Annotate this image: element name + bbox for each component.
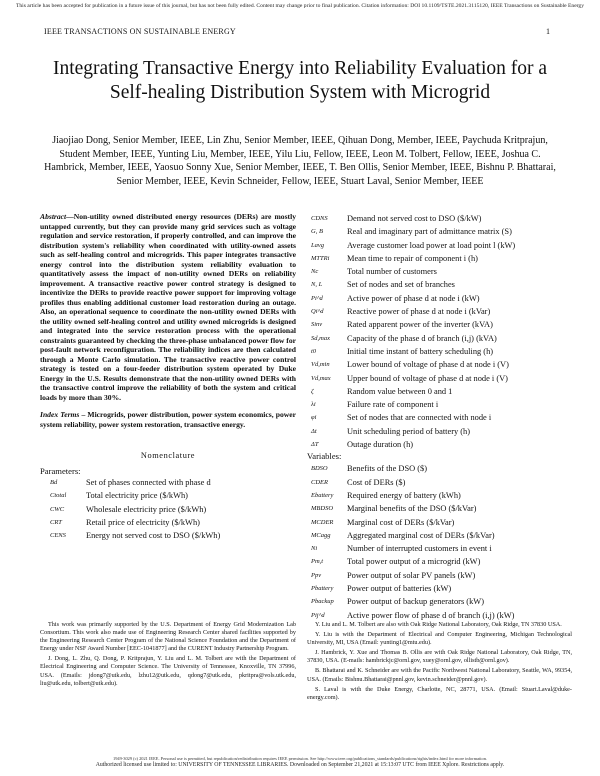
nomenclature-row [311,265,515,278]
nomenclature-symbol: Pm,t [311,558,324,566]
abstract-text: —Non-utility owned distributed energy resources (DERs) are mostly untapped currently, but they can provide many grid services such as voltage regulation and service restoration, if properly controlled, and can improve the distribution system's reliability when coordinated with utility-owned assets such as self-healing control and microgrids. This paper integrates transactive energy control into the distribution system reliability evaluation to quantitatively assess the impact of non-utility owned DERs on reliability improvement. A transactive reactive power control strategy is designed to incentivize the DERs to provide reactive power support for improving voltage profiles thus enabling additional customer load restoration during an outage. Also, an operational sequence to coordinate the non-utility owned DERs with the utility owned self-healing control and utility owned microgrids is designed and integrated into the service restoration process with the operational constraints guaranteed by checking the three-phase unbalanced power flow for post-fault network reconfiguration. The reliability indices are then calculated through a Monte Carlo simulation. The transactive reactive power control strategy is tested on a four-feeder distribution system operated by Duke Energy in the U.S. Results demonstrate that the non-utility owned DERs with the transactive control improve the reliability of both the system and critical loads by more than 30%. [40,212,296,402]
left-parameter-table [50,476,220,542]
nomenclature-row [311,345,515,358]
nomenclature-symbol: CENS [50,532,66,540]
nomenclature-description: Unit scheduling period of battery (h) [347,426,471,436]
page-number: 1 [546,27,550,36]
nomenclature-row [311,305,515,318]
nomenclature-description: Power output of backup generators (kW) [347,597,484,607]
nomenclature-description: Marginal benefits of the DSO ($/kVar) [347,504,477,514]
nomenclature-row [311,438,515,451]
index-terms [40,410,296,429]
nomenclature-description: Required energy of battery (kWh) [347,490,461,500]
nomenclature-symbol: Vd,max [311,374,331,382]
nomenclature-row [311,582,514,595]
nomenclature-symbol: Sinv [311,321,323,329]
nomenclature-symbol: CDNS [311,215,328,222]
nomenclature-row [311,358,515,371]
nomenclature-symbol: Δt [311,427,317,435]
nomenclature-symbol: ζ [311,387,314,395]
nomenclature-symbol: Sd,max [311,334,330,342]
parameters-heading: Parameters: [40,466,81,476]
nomenclature-symbol: G, B [311,228,323,236]
nomenclature-row [311,542,514,555]
nomenclature-row [311,372,515,385]
nomenclature-symbol: Vd,min [311,361,330,369]
nomenclature-description: Lower bound of voltage of phase d at node i (V) [347,360,509,370]
right-parameter-table [311,212,515,451]
nomenclature-row [50,503,220,516]
nomenclature-description: Benefits of the DSO ($) [347,464,428,474]
nomenclature-row [311,398,515,411]
nomenclature-description: Power output of solar PV panels (kW) [347,570,476,580]
nomenclature-row [311,489,514,502]
nomenclature-description: Set of nodes and set of branches [347,280,455,290]
nomenclature-description: Energy not served cost to DSO ($/kWh) [86,531,221,541]
nomenclature-description: Set of nodes that are connected with node i [347,413,492,423]
nomenclature-row [311,595,514,608]
nomenclature-description: Power output of batteries (kW) [347,584,452,594]
footnote-paragraph: B. Bhattarai and K. Schneider are with the Pacific Northwest National Laboratory, Seattle, WA, 99354, USA. (Emails: Bishnu.Bhattarai@pnnl.gov, kevin.schneider@pnnl.gov). [307,667,572,683]
nomenclature-symbol: CRT [50,518,62,526]
nomenclature-row [50,476,220,489]
nomenclature-description: Demand not served cost to DSO ($/kW) [347,214,482,223]
nomenclature-row [50,489,220,502]
nomenclature-symbol: MTTRi [311,254,330,262]
nomenclature-symbol: λi [311,401,316,409]
nomenclature-symbol: t0 [311,347,317,355]
nomenclature-description: Cost of DERs ($) [347,477,406,487]
nomenclature-row [311,609,514,622]
nomenclature-symbol: Ppv [311,571,322,579]
nomenclature-row [311,425,515,438]
nomenclature-row [311,569,514,582]
right-column [307,212,572,622]
nomenclature-symbol: ΔT [311,441,319,449]
author-list: Jiaojiao Dong, Senior Member, IEEE, Lin Zhu, Senior Member, IEEE, Qihuan Dong, Member, IEEE, Paychuda Kritprajun, Student Member, IEEE, Yunting Liu, Member, IEEE, Yilu Liu, Fellow, IEEE, Leon M. Tolbert, Fellow, IEEE, Joshua C. Hambrick, Member, IEEE, Yaosuo Sonny Xue, Senior Member, IEEE, T. Ben Ollis, Senior Member, IEEE, Bishnu P. Bhattarai, Senior Member, IEEE, Kevin Schneider, Fellow, IEEE, Stuart Laval, Senior Member, IEEE [44,135,556,187]
nomenclature-symbol: N, L [311,281,323,289]
footnote-paragraph: This work was primarily supported by the U.S. Department of Energy Grid Modernization Lab Consortium. This work also made use of Engineering Research Center shared facilities supported by the Engineering Research Center Program of the National Science Foundation and the Department of Energy under NSF Award Number [EEC-1041877] and the CURENT Industry Partnership Program. [40,621,296,653]
paper-title: Integrating Transactive Energy into Reliability Evaluation for a Self-healing Distribution System with Microgrid [52,58,548,103]
index-terms-text: – Microgrids, power distribution, power system economics, power system reliability, power system restoration, transactive energy. [40,410,296,429]
nomenclature-description: Set of phases connected with phase d [86,478,211,487]
footnote-paragraph: S. Laval is with the Duke Energy, Charlotte, NC, 28771, USA. (Email: Stuart.Laval@duke-energy.com). [307,685,572,701]
nomenclature-symbol: CWC [50,505,65,513]
nomenclature-row [311,555,514,568]
nomenclature-row [311,411,515,424]
nomenclature-symbol: BDSO [311,465,328,473]
nomenclature-description: Active power flow of phase d of branch (i,j) (kW) [347,610,515,620]
nomenclature-description: Mean time to repair of component i (h) [347,253,478,263]
nomenclature-description: Reactive power of phase d at node i (kVar) [347,307,491,317]
nomenclature-symbol: Lavg [311,241,324,249]
nomenclature-description: Total electricity price ($/kWh) [86,491,188,501]
nomenclature-row [311,318,515,331]
nomenclature-row [311,292,515,305]
footnote-paragraph: Y. Liu is with the Department of Electrical and Computer Engineering, Michigan Technological University, MI, USA (Email: yunting1@mtu.edu). [307,631,572,647]
nomenclature-row [311,212,515,225]
nomenclature-symbol: Ctotal [50,492,67,500]
variable-table [311,462,514,622]
nomenclature-description: Upper bound of voltage of phase d at node i (V) [347,373,508,383]
nomenclature-symbol: φi [311,414,317,422]
nomenclature-row [311,502,514,515]
nomenclature-description: Capacity of the phase d of branch (i,j) (kVA) [347,333,497,343]
nomenclature-symbol: MBDSO [311,505,334,513]
nomenclature-symbol: Nc [311,268,319,276]
nomenclature-description: Rated apparent power of the inverter (kVA) [347,320,493,330]
nomenclature-description: Average customer load power at load point l (kW) [347,240,516,250]
nomenclature-description: Random value between 0 and 1 [347,386,453,396]
nomenclature-symbol: Bd [50,479,58,486]
nomenclature-description: Initial time instant of battery scheduling (h) [347,346,494,356]
copyright-footer: 1949-3029 (c) 2021 IEEE. Personal use is permitted, but republication/redistribution requires IEEE permission. See http://www.ieee.org/publications_standards/publications/rights/index.html for more information. [113,756,487,761]
nomenclature-description: Active power of phase d at node i (kW) [347,293,480,303]
nomenclature-symbol: Ebattery [311,491,334,499]
nomenclature-row [311,476,514,489]
nomenclature-symbol: CDER [311,478,328,486]
nomenclature-symbol: Pbackup [311,598,334,606]
nomenclature-description: Retail price of electricity ($/kWh) [86,517,200,527]
abstract-label: Abstract [40,212,67,221]
footnote-paragraph: J. Hambrick, Y. Xue and Thomas B. Ollis are with Oak Ridge National Laboratory, Oak Ridge, TN, 37830, USA. (E-mails: hambrickjc@ornl.gov, xuey@ornl.gov, ollistb@ornl.gov). [307,649,572,665]
nomenclature-description: Outage duration (h) [347,440,414,450]
abstract [40,212,296,402]
nomenclature-row [311,278,515,291]
nomenclature-row [311,462,514,475]
nomenclature-heading: Nomenclature [140,451,196,460]
footnote-paragraph: J. Dong, L. Zhu, Q. Dong, P. Kritprajun, Y. Liu and L. M. Tolbert are with the Department of Electrical Engineering and Computer Science. The University of Tennessee, Knoxville, TN 37996, USA. (Emails: jdong7@utk.edu, lzhu12@utk.edu, qdong7@utk.edu, pkritpra@vols.utk.edu, liu@utk.edu, tolbert@utk.edu). [40,655,296,687]
variables-heading: Variables: [307,451,342,462]
nomenclature-row [50,516,220,529]
nomenclature-symbol: Ni [311,545,318,553]
nomenclature-description: Real and imaginary part of admittance matrix (S) [347,227,512,237]
nomenclature-row [311,516,514,529]
footnotes-right [307,621,572,704]
nomenclature-row [311,529,514,542]
footnotes-left [40,621,296,690]
nomenclature-row [311,239,515,252]
nomenclature-row [311,225,515,238]
nomenclature-row [50,529,220,542]
index-terms-label: Index Terms [40,410,80,419]
footnote-paragraph: Y. Liu and L. M. Tolbert are also with Oak Ridge National Laboratory, Oak Ridge, TN 37830 USA. [315,621,562,628]
nomenclature-description: Number of interrupted customers in event i [347,544,492,554]
nomenclature-row [311,332,515,345]
nomenclature-row [311,385,515,398]
nomenclature-row [311,252,515,265]
nomenclature-symbol: MCagg [311,531,331,539]
nomenclature-symbol: Pij^d [311,611,325,619]
license-footer: Authorized licensed use limited to: UNIVERSITY OF TENNESSEE LIBRARIES. Downloaded on September 21,2021 at 15:13:07 UTC from IEEE Xplore. Restrictions apply. [95,762,505,768]
nomenclature-description: Wholesale electricity price ($/kWh) [86,504,207,514]
nomenclature-symbol: Pi^d [311,294,323,302]
nomenclature-symbol: MCDER [311,518,334,526]
nomenclature-description: Total number of customers [347,267,437,277]
running-title: IEEE TRANSACTIONS ON SUSTAINABLE ENERGY [44,27,236,36]
nomenclature-description: Marginal cost of DERs ($/kVar) [347,517,455,527]
publication-notice: This article has been accepted for publication in a future issue of this journal, but has not been fully edited. Content may change prior to final publication. Citation information: DOI 10.1109/TSTE.2021.3115120, IEEE Transactions on Sustainable Energy [15,3,585,9]
nomenclature-symbol: Pbattery [311,585,334,593]
nomenclature-description: Aggregated marginal cost of DERs ($/kVar) [347,530,495,540]
left-column [40,212,296,542]
nomenclature-description: Failure rate of component i [347,400,439,410]
nomenclature-description: Total power output of a microgrid (kW) [347,557,481,567]
nomenclature-symbol: Qi^d [311,308,324,316]
